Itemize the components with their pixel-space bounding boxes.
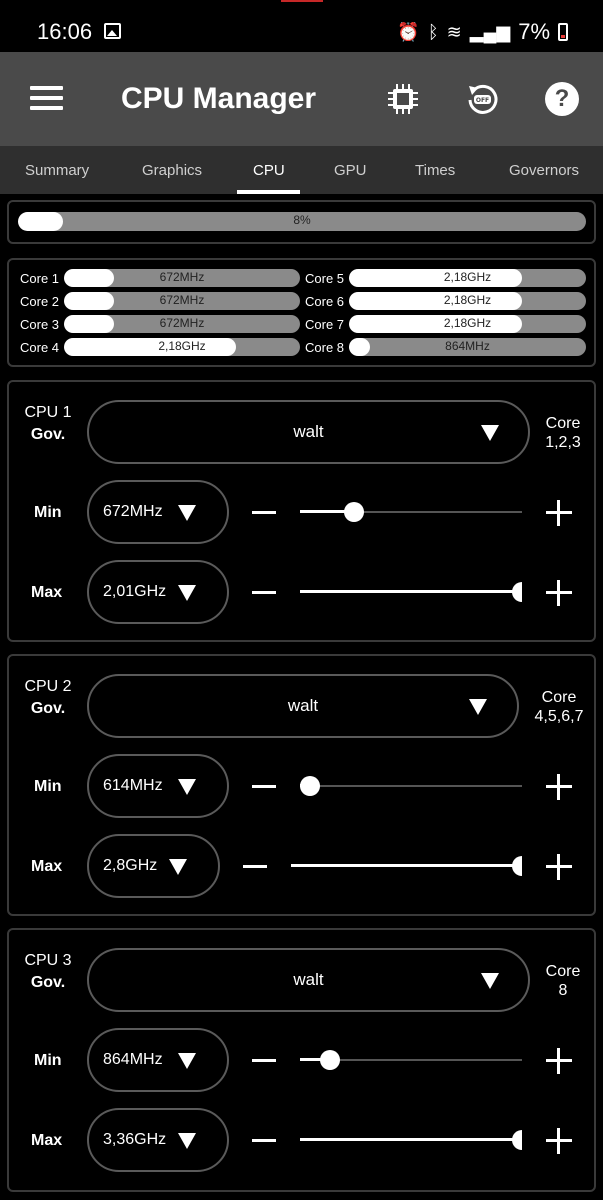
svg-text:OFF: OFF	[475, 97, 490, 104]
core-label: Core 4	[20, 340, 60, 355]
core-word: Core	[541, 689, 577, 706]
governor-value: walt	[293, 970, 324, 989]
min-freq-select[interactable]	[87, 754, 229, 818]
max-label: Max	[31, 584, 63, 601]
core-bar	[349, 338, 586, 356]
dropdown-arrow-icon	[481, 425, 499, 441]
decrease-max-button[interactable]	[252, 591, 276, 594]
max-freq-value: 2,01GHz	[103, 583, 167, 600]
cluster-cores	[537, 414, 589, 452]
core-freq: 672MHz	[159, 316, 205, 330]
min-freq-value: 614MHz	[103, 777, 163, 794]
core-freq: 2,18GHz	[443, 316, 492, 330]
min-label: Min	[34, 778, 62, 795]
dropdown-arrow-icon	[169, 859, 187, 875]
max-freq-slider[interactable]	[291, 856, 522, 876]
min-freq-slider[interactable]	[300, 1050, 522, 1070]
min-freq-select[interactable]	[87, 1028, 229, 1092]
core-bar	[64, 338, 300, 356]
increase-max-button[interactable]	[546, 1128, 572, 1154]
core-bar	[64, 315, 300, 333]
max-freq-select[interactable]	[87, 1108, 229, 1172]
core-list: 1,2,3	[545, 434, 581, 451]
governor-select[interactable]	[87, 674, 519, 738]
app-bar	[0, 52, 603, 146]
status-bar	[0, 0, 603, 52]
min-freq-value: 672MHz	[103, 503, 163, 520]
cpu-cluster-panel	[7, 928, 596, 1192]
core-label: Core 3	[20, 317, 60, 332]
governor-label: Gov.	[30, 700, 66, 717]
cluster-cores	[537, 962, 589, 1000]
core-label: Core 7	[305, 317, 345, 332]
total-usage-label: 8%	[293, 213, 311, 227]
min-freq-select[interactable]	[87, 480, 229, 544]
core-freq: 2,18GHz	[158, 339, 206, 353]
governor-label: Gov.	[30, 974, 66, 991]
dropdown-arrow-icon	[178, 585, 196, 601]
slider-thumb[interactable]	[512, 582, 522, 602]
max-freq-select[interactable]	[87, 560, 229, 624]
core-label: Core 5	[305, 271, 345, 286]
active-tab-indicator	[237, 190, 300, 194]
max-freq-slider[interactable]	[300, 582, 522, 602]
recording-indicator	[281, 0, 323, 2]
core-label: Core 6	[305, 294, 345, 309]
total-usage-panel	[7, 200, 596, 244]
min-freq-slider[interactable]	[300, 776, 522, 796]
cluster-title	[23, 402, 73, 446]
core-bar	[64, 292, 300, 310]
gallery-notification-icon	[104, 23, 121, 39]
cluster-name: CPU 2	[24, 678, 72, 695]
slider-thumb[interactable]	[344, 502, 364, 522]
alarm-icon: ⏰	[397, 21, 420, 42]
increase-min-button[interactable]	[546, 1048, 572, 1074]
core-label: Core 8	[305, 340, 345, 355]
max-freq-slider[interactable]	[300, 1130, 522, 1150]
menu-icon[interactable]	[30, 86, 63, 110]
battery-icon	[558, 23, 568, 41]
core-freq: 864MHz	[445, 339, 490, 353]
cluster-name: CPU 3	[24, 952, 72, 969]
min-freq-slider[interactable]	[300, 502, 522, 522]
slider-thumb[interactable]	[512, 856, 522, 876]
min-label: Min	[34, 1052, 62, 1069]
max-freq-value: 3,36GHz	[103, 1131, 167, 1148]
bluetooth-icon: ᛒ	[427, 21, 439, 42]
cpu-cluster-panel	[7, 380, 596, 642]
tab-graphics[interactable]: Graphics	[142, 162, 203, 179]
increase-max-button[interactable]	[546, 580, 572, 606]
signal-icon: ▂▄▆	[469, 21, 511, 42]
tab-cpu[interactable]: CPU	[253, 162, 285, 179]
max-label: Max	[31, 858, 63, 875]
core-list: 4,5,6,7	[534, 708, 584, 725]
core-freq: 2,18GHz	[443, 270, 492, 284]
increase-max-button[interactable]	[546, 854, 572, 880]
dropdown-arrow-icon	[178, 1053, 196, 1069]
core-freq: 672MHz	[159, 293, 205, 307]
status-icons	[397, 19, 568, 45]
core-bar	[64, 269, 300, 287]
dropdown-arrow-icon	[469, 699, 487, 715]
max-freq-select[interactable]	[87, 834, 220, 898]
slider-thumb[interactable]	[300, 776, 320, 796]
max-freq-value: 2,8GHz	[103, 857, 158, 874]
core-freq: 672MHz	[159, 270, 205, 284]
core-label: Core 2	[20, 294, 60, 309]
cluster-title	[23, 676, 73, 720]
dropdown-arrow-icon	[178, 779, 196, 795]
battery-percent: 7%	[518, 19, 550, 44]
decrease-min-button[interactable]	[252, 785, 276, 788]
decrease-max-button[interactable]	[252, 1139, 276, 1142]
tab-governors[interactable]: Governors	[509, 162, 580, 179]
governor-label: Gov.	[30, 426, 66, 443]
core-bar	[349, 315, 586, 333]
total-usage-bar	[18, 212, 586, 231]
cluster-title	[23, 950, 73, 994]
core-word: Core	[545, 415, 581, 432]
tab-gpu[interactable]: GPU	[334, 162, 367, 179]
tab-times[interactable]: Times	[415, 162, 456, 179]
slider-thumb[interactable]	[512, 1130, 522, 1150]
governor-select[interactable]	[87, 948, 530, 1012]
core-word: Core	[545, 963, 581, 980]
decrease-min-button[interactable]	[252, 1059, 276, 1062]
cluster-name: CPU 1	[24, 404, 72, 421]
app-title: CPU Manager	[121, 82, 317, 115]
governor-value: walt	[287, 696, 319, 715]
tab-bar	[0, 146, 603, 194]
decrease-max-button[interactable]	[243, 865, 267, 868]
governor-select[interactable]	[87, 400, 530, 464]
cpu-chip-icon[interactable]	[386, 82, 420, 116]
dropdown-arrow-icon	[178, 1133, 196, 1149]
dropdown-arrow-icon	[178, 505, 196, 521]
status-time: 16:06	[37, 19, 93, 44]
cpu-cluster-panel	[7, 654, 596, 916]
core-label: Core 1	[20, 271, 60, 286]
core-bar	[349, 292, 586, 310]
governor-value: walt	[293, 422, 324, 441]
help-icon[interactable]: ?	[545, 82, 579, 116]
core-bar	[349, 269, 586, 287]
decrease-min-button[interactable]	[252, 511, 276, 514]
wifi-icon: ≋	[446, 21, 462, 42]
increase-min-button[interactable]	[546, 500, 572, 526]
min-freq-value: 864MHz	[103, 1051, 163, 1068]
slider-thumb[interactable]	[320, 1050, 340, 1070]
dropdown-arrow-icon	[481, 973, 499, 989]
min-label: Min	[34, 504, 62, 521]
max-label: Max	[31, 1132, 63, 1149]
cores-panel	[7, 258, 596, 367]
cluster-cores	[527, 688, 591, 726]
restore-off-icon[interactable]	[465, 82, 499, 116]
core-list: 8	[558, 982, 568, 999]
tab-summary[interactable]: Summary	[25, 162, 90, 179]
core-freq: 2,18GHz	[443, 293, 492, 307]
increase-min-button[interactable]	[546, 774, 572, 800]
